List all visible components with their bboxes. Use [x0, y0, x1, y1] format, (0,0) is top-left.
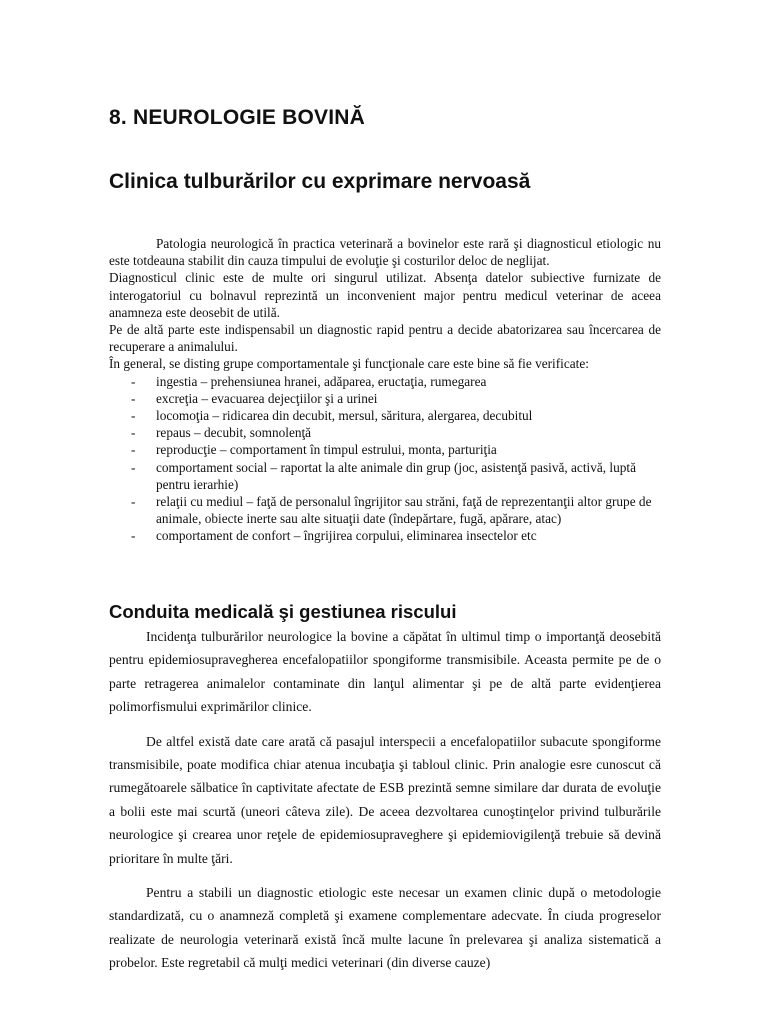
list-item — [109, 441, 661, 458]
list-item-text: reproducţie – comportament în timpul estrului, monta, parturiţia — [156, 442, 497, 458]
bullet-dash: - — [131, 408, 136, 424]
list-item-text: comportament social – raportat la alte animale din grup (joc, asistenţă pasivă, activă, luptă pentru ierarhie) — [156, 459, 636, 492]
list-item — [109, 527, 661, 544]
list-item — [109, 390, 661, 407]
list-item-text: repaus – decubit, somnolenţă — [156, 425, 312, 441]
list-item-text: excreţia – evacuarea dejecţiilor şi a urinei — [156, 390, 378, 406]
list-item-text: ingestia – prehensiunea hranei, adăparea, eructaţia, rumegarea — [156, 373, 487, 389]
list-item — [109, 459, 661, 493]
intro-block — [109, 235, 661, 545]
list-item — [109, 424, 661, 441]
bullet-dash: - — [131, 390, 136, 406]
subsection-title: Conduita medicală şi gestiunea riscului — [109, 601, 457, 622]
list-item — [109, 493, 661, 527]
list-item-text: locomoţia – ridicarea din decubit, mersul, săritura, alergarea, decubitul — [156, 408, 533, 424]
intro-paragraph: În general, se disting grupe comportamentale şi funcţionale care este bine să fie verificate: — [109, 356, 589, 372]
list-item-text: comportament de confort – îngrijirea corpului, eliminarea insectelor etc — [156, 528, 537, 544]
behavior-groups-list — [109, 373, 661, 545]
bullet-dash: - — [131, 442, 136, 458]
bullet-dash: - — [131, 494, 136, 510]
section-title: Clinica tulburărilor cu exprimare nervoasă — [109, 170, 531, 193]
body-paragraph: Incidenţa tulburărilor neurologice la bovine a căpătat în ultimul timp o importanţă deosebită pentru epidemiosupravegherea encefalopatiilor spongiforme transmisibile. Aceasta permite pe de o parte retragerea animalelor contaminate din lanţul alimentar şi pe de altă parte evidenţierea polimorfismului exprimărilor clinice. — [109, 629, 661, 715]
body-paragraph: Pentru a stabili un diagnostic etiologic este necesar un examen clinic după o metodologie standardizată, cu o anamneză completă şi examene complementare adecvate. În ciuda progreselor realizate de neurologia veterinară există încă multe lacune în prelevarea şi analiza sistematică a probelor. Este regretabil că mulţi medici veterinari (din diverse cauze) — [109, 885, 661, 971]
list-item — [109, 407, 661, 424]
bullet-dash: - — [131, 459, 136, 475]
body-block — [109, 625, 661, 986]
intro-paragraph: Pe de altă parte este indispensabil un diagnostic rapid pentru a decide abatorizarea sau încercarea de recuperare a animalului. — [109, 322, 661, 355]
bullet-dash: - — [131, 528, 136, 544]
body-paragraph: De altfel există date care arată că pasajul interspecii a encefalopatiilor subacute spongiforme transmisibile, poate modifica chiar atenua incubaţia şi tabloul clinic. Prin analogie esre cunoscut că rumegătoarele sălbatice în captivitate afectate de ESB prezintă semne similare dar durata de evoluţie a bolii este mai scurtă (uneori câteva zile). De aceea dezvoltarea cunoştinţelor privind tulburările neurologice şi crearea unor reţele de epidemiosupraveghere şi epidemiovigilenţă trebuie să devină prioritare în multe ţări. — [109, 733, 661, 866]
intro-paragraph: Patologia neurologică în practica veterinară a bovinelor este rară şi diagnosticul etiologic nu este totdeauna stabilit din cauza timpului de evoluţie şi costurilor deloc de neglijat. — [109, 236, 661, 269]
bullet-dash: - — [131, 425, 136, 441]
list-item-text: relaţii cu mediul – faţă de personalul îngrijitor sau străni, faţă de reprezentanţii altor grupe de animale, obiecte inerte sau alte situaţii date (îndepărtare, fugă, apărare, atac) — [156, 494, 652, 527]
intro-paragraph: Diagnosticul clinic este de multe ori singurul utilizat. Absenţa datelor subiective furnizate de interogatoriul cu bolnavul reprezintă un inconvenient major pentru medicul veterinar de aceea anamneza este deosebit de utilă. — [109, 270, 661, 320]
bullet-dash: - — [131, 373, 136, 389]
list-item — [109, 373, 661, 390]
chapter-title: 8. NEUROLOGIE BOVINĂ — [109, 106, 366, 129]
